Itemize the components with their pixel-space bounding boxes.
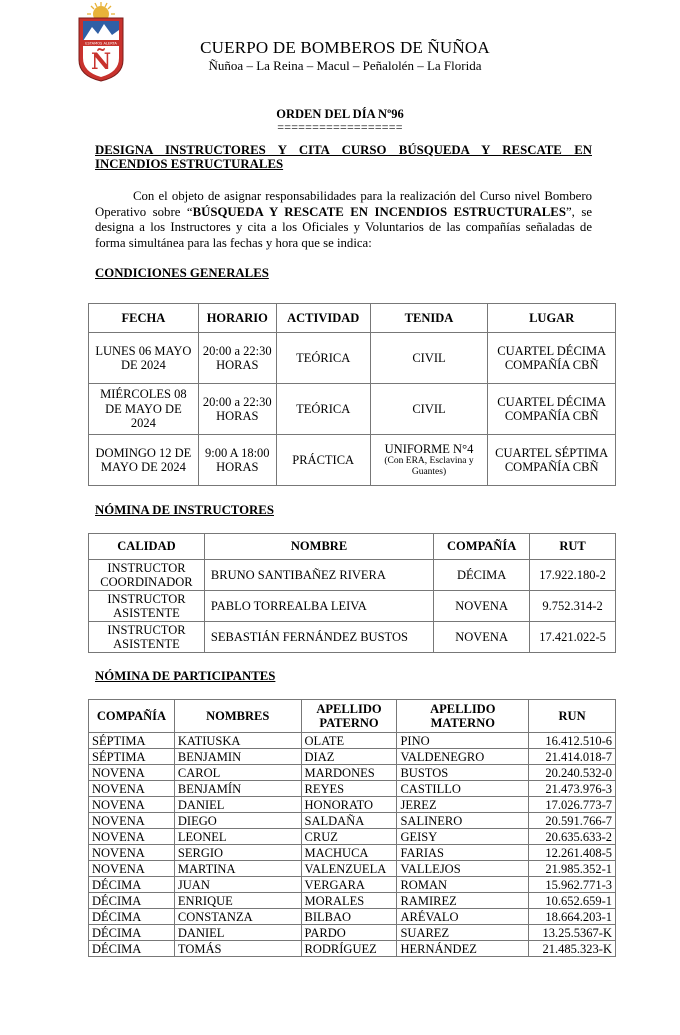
cell-compania: NOVENA xyxy=(89,765,175,781)
intro-text-start: Con el objeto de asignar responsabilidades para la realización del Curso nivel Bombero Operativo sobre “ xyxy=(95,189,592,219)
order-title: ORDEN DEL DÍA Nº96 xyxy=(276,107,404,121)
cell-run: 21.414.018-7 xyxy=(529,749,616,765)
cell-nombres: DANIEL xyxy=(174,797,301,813)
column-header: LUGAR xyxy=(488,304,616,333)
conditions-table xyxy=(88,303,616,486)
cell-compania: DÉCIMA xyxy=(434,560,530,591)
cell-rut: 9.752.314-2 xyxy=(530,591,616,622)
cell-apellido-paterno: MARDONES xyxy=(301,765,397,781)
cell-compania: NOVENA xyxy=(89,797,175,813)
section-heading-participants: NÓMINA DE PARTICIPANTES xyxy=(95,669,276,683)
order-title-rule: ================== xyxy=(277,120,403,134)
cell-compania: SÉPTIMA xyxy=(89,733,175,749)
table-row xyxy=(89,333,616,384)
cell-apellido-materno: ARÉVALO xyxy=(397,909,529,925)
logo-motto: ESTAMOS ALERTA xyxy=(85,41,117,46)
intro-text-end: ”, se designa a los Instructores y cita a los Oficiales y Voluntarios de las compañías señaladas de forma simultánea para las fechas y hora que se indica: xyxy=(95,204,592,250)
cell-apellido-paterno: MORALES xyxy=(301,893,397,909)
cell-compania: DÉCIMA xyxy=(89,909,175,925)
participants-table xyxy=(88,699,616,957)
column-header: RUN xyxy=(529,700,616,733)
cell-fecha: LUNES 06 MAYO DE 2024 xyxy=(89,333,199,384)
table-row xyxy=(89,941,616,957)
cell-calidad: INSTRUCTOR ASISTENTE xyxy=(89,591,205,622)
instructors-table xyxy=(88,533,616,653)
cell-nombres: DIEGO xyxy=(174,813,301,829)
column-header: ACTIVIDAD xyxy=(276,304,370,333)
cell-horario: 20:00 a 22:30 HORAS xyxy=(198,384,276,435)
table-row xyxy=(89,861,616,877)
column-header: HORARIO xyxy=(198,304,276,333)
cell-tenida: CIVIL xyxy=(370,333,488,384)
cell-run: 10.652.659-1 xyxy=(529,893,616,909)
cell-compania: NOVENA xyxy=(89,829,175,845)
cell-run: 21.985.352-1 xyxy=(529,861,616,877)
cell-nombres: LEONEL xyxy=(174,829,301,845)
organization-header xyxy=(150,38,540,74)
cell-run: 20.240.532-0 xyxy=(529,765,616,781)
cell-calidad: INSTRUCTOR ASISTENTE xyxy=(89,622,205,653)
cell-nombres: JUAN xyxy=(174,877,301,893)
cell-apellido-materno: JEREZ xyxy=(397,797,529,813)
cell-actividad: PRÁCTICA xyxy=(276,435,370,486)
participants-table-body xyxy=(89,733,616,957)
intro-course-name: BÚSQUEDA Y RESCATE EN INCENDIOS ESTRUCTURALES xyxy=(192,204,566,219)
cell-apellido-paterno: MACHUCA xyxy=(301,845,397,861)
table-row xyxy=(89,813,616,829)
cell-rut: 17.922.180-2 xyxy=(530,560,616,591)
cell-lugar: CUARTEL DÉCIMA COMPAÑÍA CBÑ xyxy=(488,384,616,435)
cell-apellido-paterno: BILBAO xyxy=(301,909,397,925)
intro-paragraph xyxy=(95,189,592,251)
logo-letter: Ñ xyxy=(90,49,112,75)
cell-apellido-materno: SALINERO xyxy=(397,813,529,829)
organization-name: CUERPO DE BOMBEROS DE ÑUÑOA xyxy=(200,38,490,57)
table-row xyxy=(89,845,616,861)
cell-apellido-paterno: DIAZ xyxy=(301,749,397,765)
cell-run: 18.664.203-1 xyxy=(529,909,616,925)
column-header: TENIDA xyxy=(370,304,488,333)
cell-apellido-materno: VALDENEGRO xyxy=(397,749,529,765)
cell-nombres: KATIUSKA xyxy=(174,733,301,749)
cell-calidad: INSTRUCTOR COORDINADOR xyxy=(89,560,205,591)
cell-apellido-materno: SUAREZ xyxy=(397,925,529,941)
cell-nombres: BENJAMÍN xyxy=(174,781,301,797)
cell-apellido-paterno: HONORATO xyxy=(301,797,397,813)
cell-nombres: MARTINA xyxy=(174,861,301,877)
cell-nombres: DANIEL xyxy=(174,925,301,941)
cell-compania: SÉPTIMA xyxy=(89,749,175,765)
table-row xyxy=(89,909,616,925)
tenida-note: (Con ERA, Esclavina y Guantes) xyxy=(384,456,474,478)
cell-apellido-materno: GEISY xyxy=(397,829,529,845)
column-header: APELLIDO PATERNO xyxy=(301,700,397,733)
cell-apellido-materno: FARIAS xyxy=(397,845,529,861)
table-header-row xyxy=(89,304,616,333)
cell-apellido-paterno: OLATE xyxy=(301,733,397,749)
cell-lugar: CUARTEL SÉPTIMA COMPAÑÍA CBÑ xyxy=(488,435,616,486)
organization-communes: Ñuñoa – La Reina – Macul – Peñalolén – La Florida xyxy=(208,58,482,73)
cell-apellido-materno: BUSTOS xyxy=(397,765,529,781)
section-heading-conditions: CONDICIONES GENERALES xyxy=(95,266,269,280)
table-row xyxy=(89,781,616,797)
cell-compania: NOVENA xyxy=(89,845,175,861)
cell-nombres: CAROL xyxy=(174,765,301,781)
cell-lugar: CUARTEL DÉCIMA COMPAÑÍA CBÑ xyxy=(488,333,616,384)
table-header-row xyxy=(89,700,616,733)
cell-nombre: PABLO TORREALBA LEIVA xyxy=(204,591,433,622)
cell-apellido-paterno: VALENZUELA xyxy=(301,861,397,877)
column-header: FECHA xyxy=(89,304,199,333)
table-row xyxy=(89,893,616,909)
cell-apellido-materno: RAMIREZ xyxy=(397,893,529,909)
table-row xyxy=(89,829,616,845)
column-header: NOMBRE xyxy=(204,534,433,560)
cell-compania: NOVENA xyxy=(89,861,175,877)
cell-apellido-materno: VALLEJOS xyxy=(397,861,529,877)
table-row xyxy=(89,560,616,591)
cell-actividad: TEÓRICA xyxy=(276,384,370,435)
tenida-value: UNIFORME N°4 xyxy=(384,441,474,456)
fire-department-shield-logo xyxy=(76,2,126,82)
cell-compania: NOVENA xyxy=(434,622,530,653)
cell-nombres: CONSTANZA xyxy=(174,909,301,925)
table-row xyxy=(89,877,616,893)
column-header: COMPAÑÍA xyxy=(434,534,530,560)
cell-nombre: SEBASTIÁN FERNÁNDEZ BUSTOS xyxy=(204,622,433,653)
table-row xyxy=(89,591,616,622)
cell-nombres: SERGIO xyxy=(174,845,301,861)
cell-run: 20.591.766-7 xyxy=(529,813,616,829)
cell-apellido-materno: PINO xyxy=(397,733,529,749)
table-row xyxy=(89,925,616,941)
cell-apellido-paterno: REYES xyxy=(301,781,397,797)
column-header: CALIDAD xyxy=(89,534,205,560)
table-row xyxy=(89,622,616,653)
cell-nombres: TOMÁS xyxy=(174,941,301,957)
cell-tenida: CIVIL xyxy=(370,384,488,435)
table-row xyxy=(89,733,616,749)
cell-apellido-materno: CASTILLO xyxy=(397,781,529,797)
cell-compania: DÉCIMA xyxy=(89,877,175,893)
cell-run: 15.962.771-3 xyxy=(529,877,616,893)
cell-compania: DÉCIMA xyxy=(89,925,175,941)
cell-apellido-materno: ROMAN xyxy=(397,877,529,893)
cell-run: 21.473.976-3 xyxy=(529,781,616,797)
cell-nombres: ENRIQUE xyxy=(174,893,301,909)
subject-heading: DESIGNA INSTRUCTORES Y CITA CURSO BÚSQUEDA Y RESCATE EN INCENDIOS ESTRUCTURALES xyxy=(95,143,592,171)
cell-apellido-paterno: RODRÍGUEZ xyxy=(301,941,397,957)
column-header: APELLIDO MATERNO xyxy=(397,700,529,733)
cell-nombres: BENJAMIN xyxy=(174,749,301,765)
cell-run: 16.412.510-6 xyxy=(529,733,616,749)
cell-compania: NOVENA xyxy=(434,591,530,622)
table-row xyxy=(89,384,616,435)
cell-run: 21.485.323-K xyxy=(529,941,616,957)
column-header: COMPAÑÍA xyxy=(89,700,175,733)
cell-run: 20.635.633-2 xyxy=(529,829,616,845)
table-row xyxy=(89,765,616,781)
cell-compania: DÉCIMA xyxy=(89,941,175,957)
cell-fecha: DOMINGO 12 DE MAYO DE 2024 xyxy=(89,435,199,486)
cell-compania: NOVENA xyxy=(89,781,175,797)
table-row xyxy=(89,749,616,765)
table-header-row xyxy=(89,534,616,560)
cell-fecha: MIÉRCOLES 08 DE MAYO DE 2024 xyxy=(89,384,199,435)
cell-apellido-paterno: CRUZ xyxy=(301,829,397,845)
cell-tenida xyxy=(370,435,488,486)
cell-run: 17.026.773-7 xyxy=(529,797,616,813)
cell-apellido-paterno: VERGARA xyxy=(301,877,397,893)
cell-apellido-paterno: PARDO xyxy=(301,925,397,941)
cell-compania: DÉCIMA xyxy=(89,893,175,909)
cell-actividad: TEÓRICA xyxy=(276,333,370,384)
cell-apellido-paterno: SALDAÑA xyxy=(301,813,397,829)
cell-horario: 20:00 a 22:30 HORAS xyxy=(198,333,276,384)
cell-horario: 9:00 A 18:00 HORAS xyxy=(198,435,276,486)
cell-run: 13.25.5367-K xyxy=(529,925,616,941)
cell-apellido-materno: HERNÁNDEZ xyxy=(397,941,529,957)
section-heading-instructors: NÓMINA DE INSTRUCTORES xyxy=(95,503,274,517)
cell-nombre: BRUNO SANTIBAÑEZ RIVERA xyxy=(204,560,433,591)
column-header: NOMBRES xyxy=(174,700,301,733)
column-header: RUT xyxy=(530,534,616,560)
table-row xyxy=(89,797,616,813)
cell-rut: 17.421.022-5 xyxy=(530,622,616,653)
table-row xyxy=(89,435,616,486)
cell-compania: NOVENA xyxy=(89,813,175,829)
cell-run: 12.261.408-5 xyxy=(529,845,616,861)
